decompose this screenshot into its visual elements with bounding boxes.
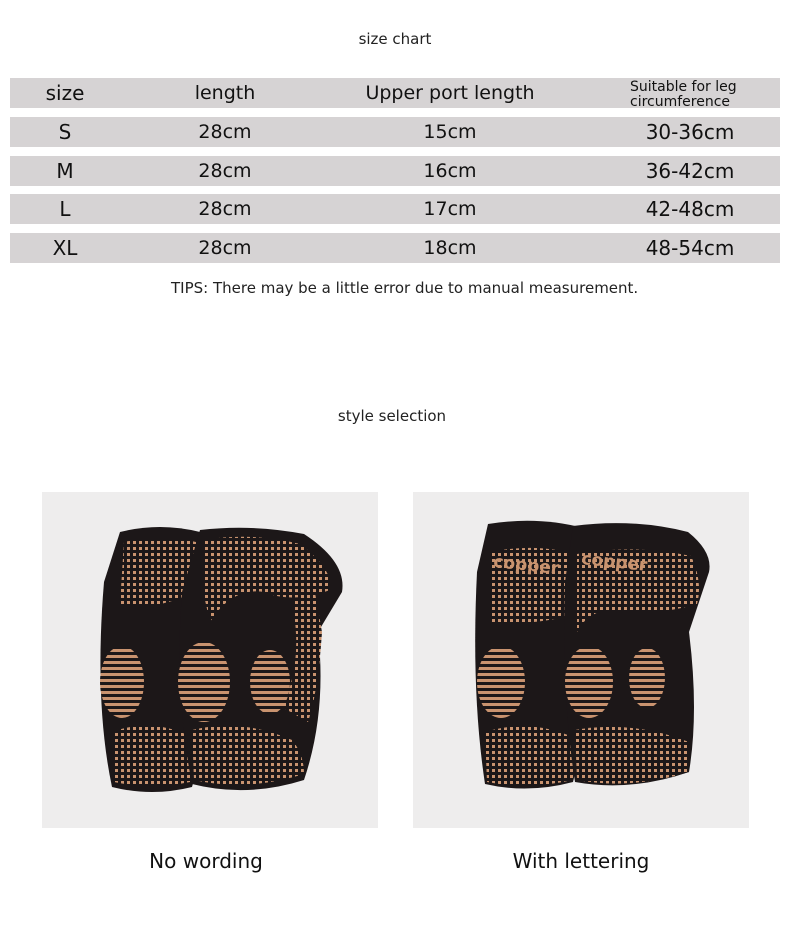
cell-length: 28cm [198, 160, 252, 182]
option-caption-with-lettering: With lettering [512, 849, 650, 873]
table-row [10, 156, 780, 186]
cell-length: 28cm [198, 121, 252, 143]
cell-leg-circ: 36-42cm [645, 159, 735, 183]
cell-upper-port: 16cm [423, 160, 477, 182]
table-row [10, 233, 780, 263]
cell-length: 28cm [198, 198, 252, 220]
table-row [10, 117, 780, 147]
style-selection-title: style selection [337, 407, 447, 425]
knee-sleeve-pair-lettered-image [413, 492, 749, 828]
size-chart-title: size chart [358, 30, 432, 48]
cell-upper-port: 17cm [423, 198, 477, 220]
cell-size: S [58, 120, 72, 144]
header-leg-circumference: Suitable for leg circumference [630, 79, 737, 110]
size-table-header [10, 78, 780, 108]
cell-leg-circ: 30-36cm [645, 120, 735, 144]
cell-size: XL [52, 236, 78, 260]
lettering-text-front: copper [580, 549, 649, 576]
cell-upper-port: 18cm [423, 237, 477, 259]
header-length: length [194, 82, 256, 104]
header-upper-port-length: Upper port length [365, 82, 535, 104]
option-caption-no-wording: No wording [149, 849, 263, 873]
table-row [10, 194, 780, 224]
cell-leg-circ: 48-54cm [645, 236, 735, 260]
product-photo-no-wording[interactable] [42, 492, 378, 828]
measurement-tips: TIPS: There may be a little error due to manual measurement. [171, 279, 639, 297]
knee-sleeve-pair-image [42, 492, 378, 828]
cell-length: 28cm [198, 237, 252, 259]
cell-upper-port: 15cm [423, 121, 477, 143]
product-photo-with-lettering[interactable] [413, 492, 749, 828]
cell-leg-circ: 42-48cm [645, 197, 735, 221]
lettering-text-back: copper [492, 552, 561, 579]
header-size: size [45, 81, 85, 105]
cell-size: M [56, 159, 74, 183]
cell-size: L [59, 197, 71, 221]
